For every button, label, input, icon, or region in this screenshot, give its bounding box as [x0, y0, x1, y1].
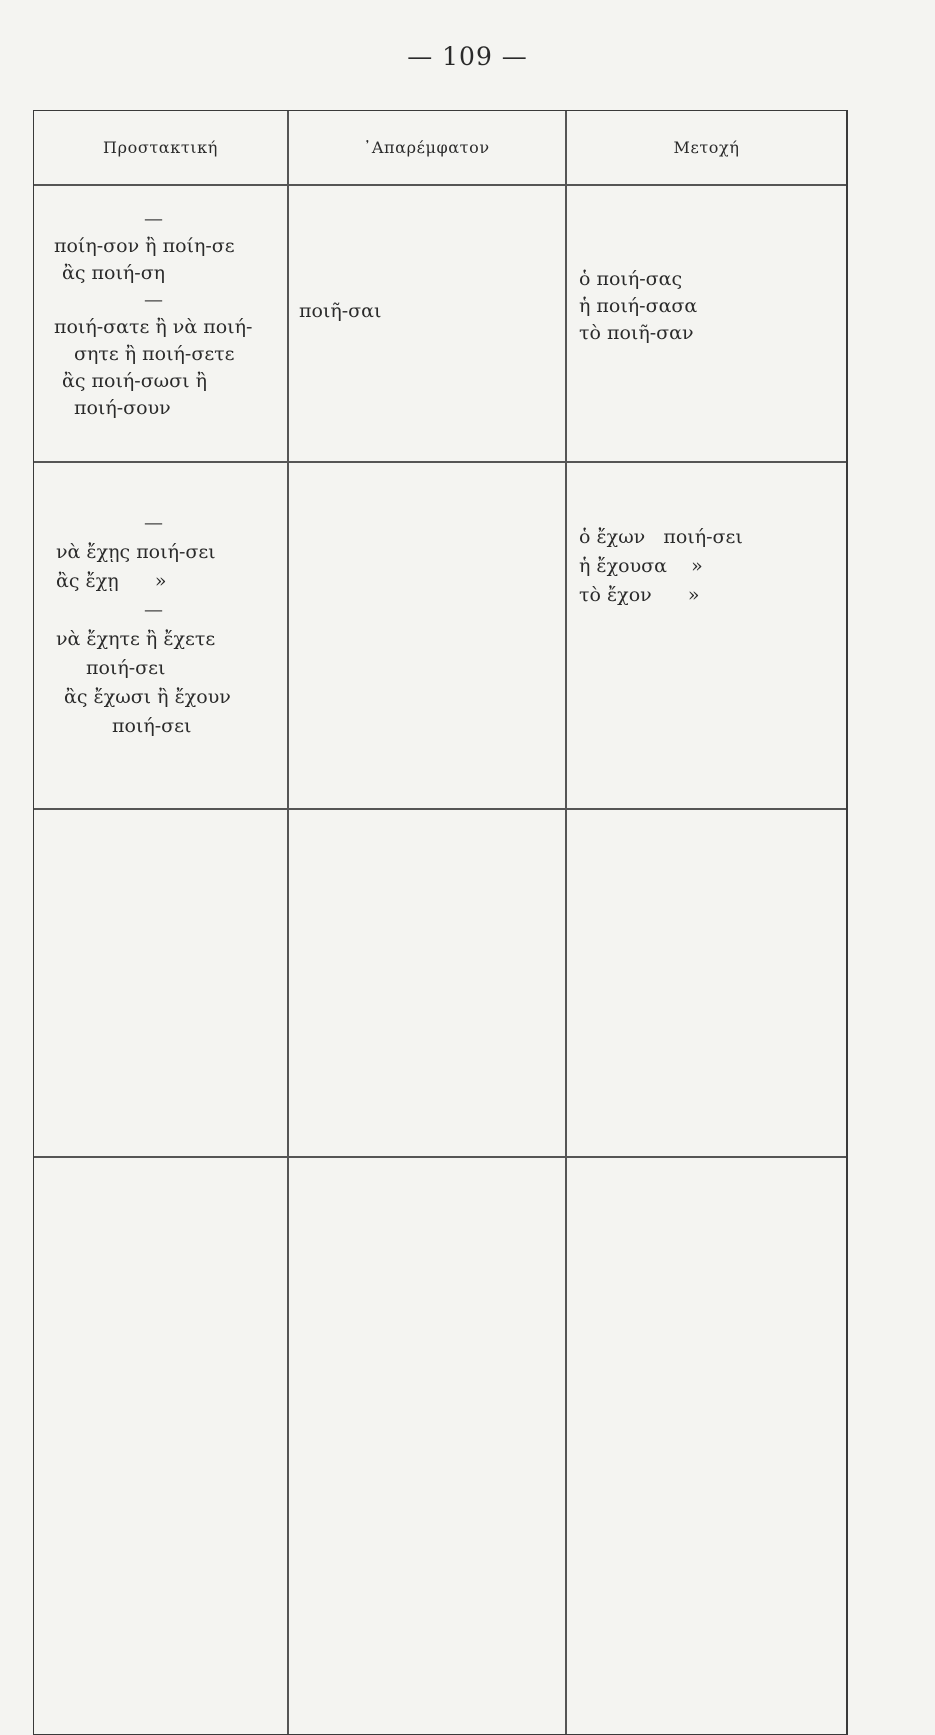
text-line: ἂς ποιή-σωσι ἢ	[62, 370, 207, 392]
text-line: ἡ ποιή-σασα	[579, 295, 698, 317]
row1-imperative-cell	[54, 206, 284, 422]
text-line: ποιή-σατε ἢ νὰ ποιή-	[54, 316, 253, 338]
row-divider-2	[34, 808, 846, 810]
conjugation-table	[33, 110, 848, 1735]
row2-imperative-cell	[56, 509, 286, 741]
text-line: ὁ ποιή-σας	[579, 268, 683, 290]
column-divider-2	[565, 111, 567, 1734]
text-line: ποιή-σει	[86, 657, 166, 679]
text-line: ἂς ἔχῃ »	[56, 570, 167, 592]
header-imperative: Προστακτική	[103, 138, 218, 157]
dash: —	[144, 599, 163, 621]
row2-participle-cell	[579, 523, 743, 610]
row-divider-3	[34, 1156, 846, 1158]
text-line: ἡ ἔχουσα »	[579, 555, 703, 577]
header-participle: Μετοχή	[673, 138, 740, 157]
text-line: ἂς ἔχωσι ἢ ἔχουν	[64, 686, 231, 708]
dash: —	[144, 208, 163, 230]
page-number: — 109 —	[407, 42, 528, 71]
header-infinitive: ᾿Απαρέμφατον	[363, 138, 490, 157]
text-line: σητε ἢ ποιή-σετε	[74, 343, 235, 365]
text-line: ποιή-σουν	[74, 397, 171, 419]
dash: —	[144, 289, 163, 311]
text-line: ἂς ποιή-ση	[62, 262, 166, 284]
dash: —	[144, 512, 163, 534]
text-line: νὰ ἔχῃς ποιή-σει	[56, 541, 216, 563]
text-line: ποιή-σει	[112, 715, 192, 737]
row1-participle-cell	[579, 266, 697, 347]
column-divider-1	[287, 111, 289, 1734]
text-line: νὰ ἔχητε ἢ ἔχετε	[56, 628, 216, 650]
text-line: τὸ ἔχον »	[579, 584, 700, 606]
header-divider	[34, 184, 846, 186]
text-line: ποίη-σον ἢ ποίη-σε	[54, 235, 235, 257]
text-line: τὸ ποιῆ-σαν	[579, 322, 694, 344]
row-divider-1	[34, 461, 846, 463]
text-line: ὁ ἔχων ποιή-σει	[579, 526, 743, 548]
row1-infinitive-cell: ποιῆ-σαι	[299, 300, 382, 322]
